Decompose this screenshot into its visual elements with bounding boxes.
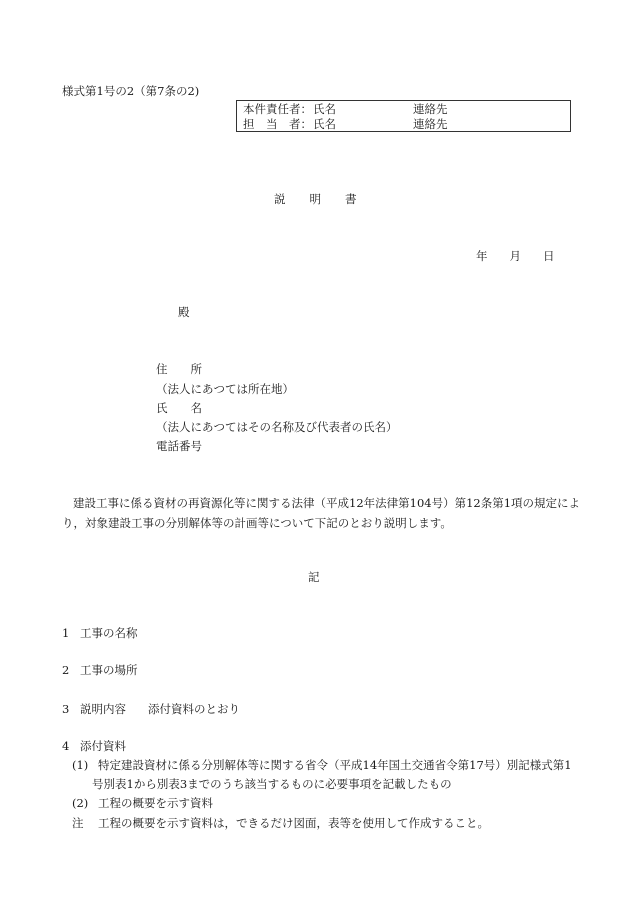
list-item	[62, 628, 138, 640]
title-char: 明	[309, 192, 321, 206]
item-label: 添付資料	[80, 739, 126, 753]
note-text: 工程の概要を示す資料は，できるだけ図面，表等を使用して作成すること。	[98, 816, 489, 830]
item-number: 1	[62, 626, 70, 640]
sub-item-text: 工程の概要を示す資料	[98, 796, 213, 810]
applicant-name-note: （法人にあつてはその名称及び代表者の氏名）	[156, 420, 398, 434]
applicant-phone-label: 電話番号	[156, 439, 202, 453]
applicant-name-label: 氏 名	[156, 401, 202, 415]
date-year-label: 年	[476, 249, 488, 263]
responsible-person-label: 本件責任者：	[243, 102, 312, 116]
list-item	[62, 704, 240, 716]
person-in-charge-contact-label: 連絡先	[413, 117, 448, 131]
item-number: 2	[62, 663, 70, 677]
note	[72, 818, 489, 830]
date-month-label: 月	[509, 249, 521, 263]
applicant-address-note: （法人にあつては所在地）	[156, 382, 294, 396]
responsible-person-contact-label: 連絡先	[413, 102, 448, 116]
body-line: り，対象建設工事の分別解体等の計画等について下記のとおり説明します。	[62, 516, 452, 530]
date-day-label: 日	[543, 249, 555, 263]
list-item	[62, 665, 138, 677]
attachment-sub-item-continued: 号別表1から別表3までのうち該当するものに必要事項を記載したもの	[92, 777, 452, 791]
list-item	[62, 741, 126, 753]
person-in-charge-name-label: 氏名	[313, 117, 336, 131]
title-char: 書	[345, 192, 357, 206]
item-number: 4	[62, 739, 70, 753]
applicant-address-label: 住 所	[156, 362, 202, 376]
item-label: 説明内容	[80, 702, 126, 716]
item-content: 添付資料のとおり	[148, 702, 240, 716]
person-in-charge-label: 担 当 者：	[243, 117, 312, 131]
body-line: 建設工事に係る資材の再資源化等に関する法律（平成12年法律第104号）第12条第1項の規定によ	[73, 496, 581, 510]
sub-item-number: (1)	[72, 758, 89, 772]
note-label: 注	[72, 816, 84, 830]
attachment-sub-item	[72, 798, 213, 810]
sub-item-text: 特定建設資材に係る分別解体等に関する省令（平成14年国土交通省令第17号）別記様式第1	[98, 758, 572, 772]
sub-item-number: (2)	[72, 796, 89, 810]
form-number: 様式第1号の2（第7条の2)	[62, 84, 200, 98]
title-char: 説	[274, 192, 286, 206]
item-number: 3	[62, 702, 70, 716]
contact-box	[236, 100, 571, 132]
addressee-honorific: 殿	[178, 305, 190, 319]
document-title	[274, 194, 357, 206]
ki-heading: 記	[308, 570, 320, 584]
attachment-sub-item	[72, 760, 572, 772]
date-line	[476, 251, 555, 263]
item-label: 工事の場所	[80, 663, 138, 677]
body-paragraph	[62, 493, 582, 533]
item-label: 工事の名称	[80, 626, 138, 640]
responsible-person-name-label: 氏名	[313, 102, 336, 116]
